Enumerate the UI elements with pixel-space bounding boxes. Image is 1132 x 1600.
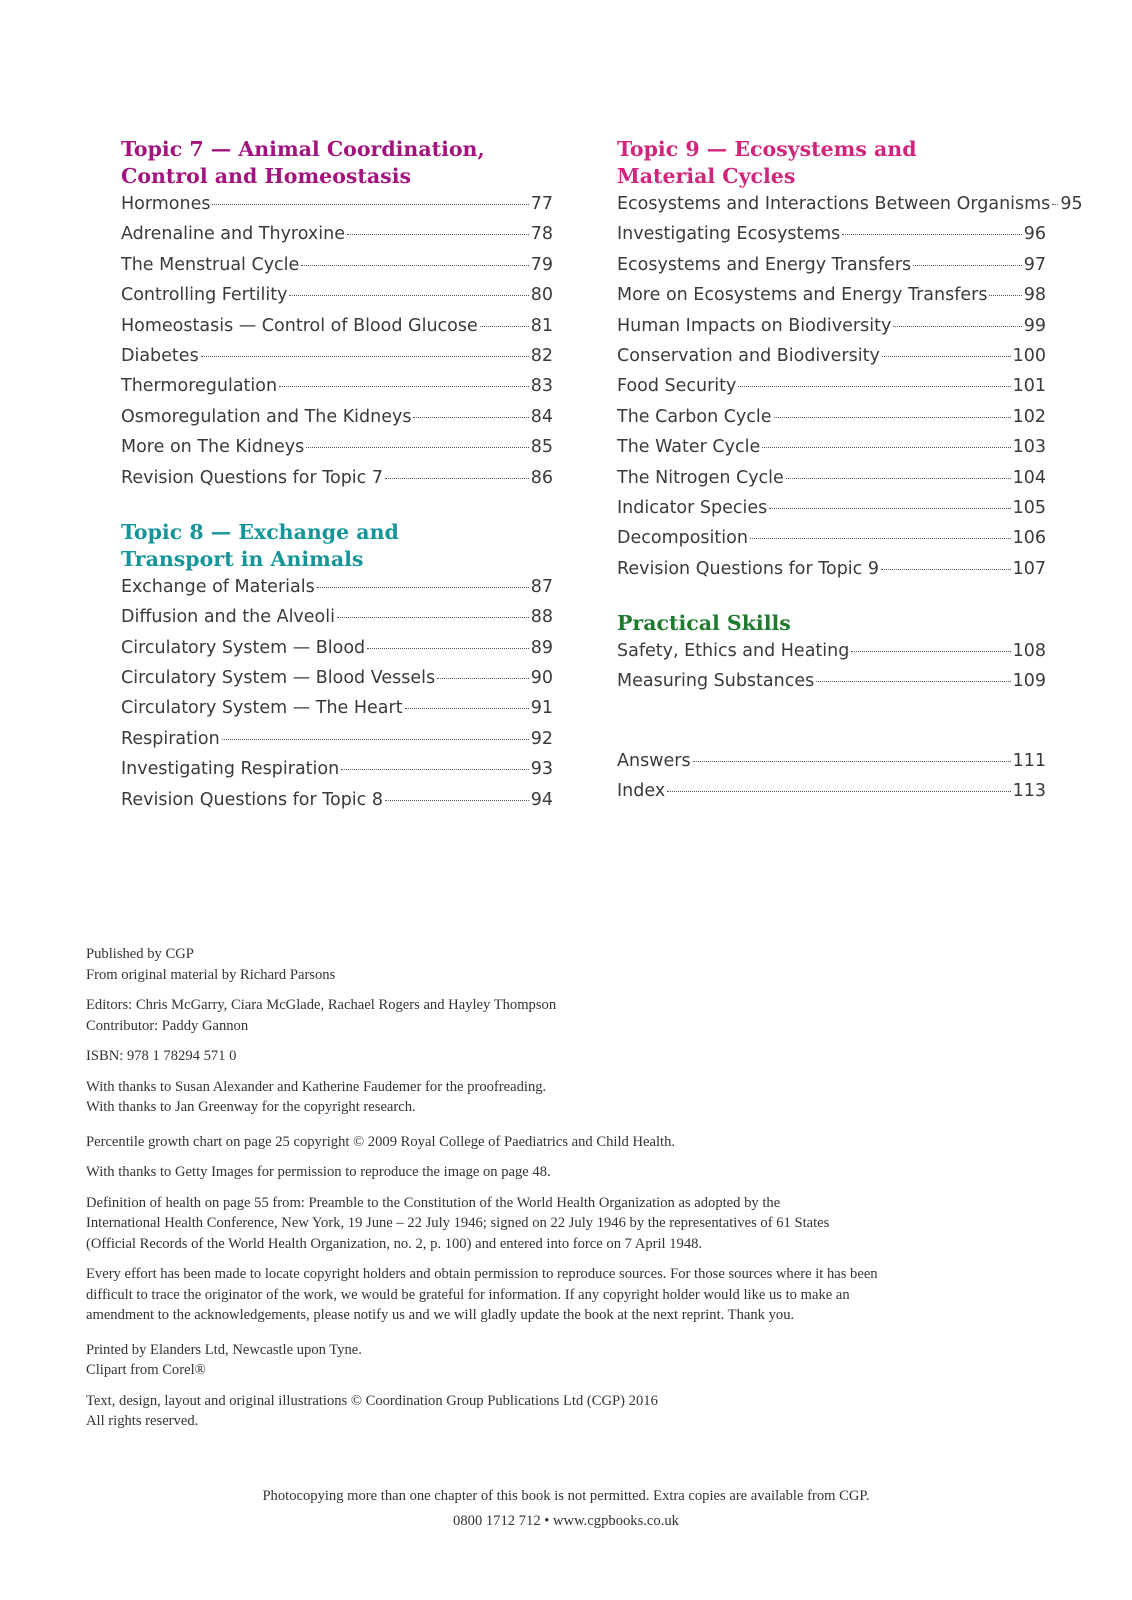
percentile-chart-credit: Percentile growth chart on page 25 copyright © 2009 Royal College of Paediatrics and Child Health. — [86, 1133, 676, 1150]
imprint — [86, 944, 1046, 1442]
toc-entry-title: Controlling Fertility — [121, 285, 288, 306]
notice-line: amendment to the acknowledgements, please notify us and we will gladly update the book at the next reprint. Thank you. — [86, 1307, 795, 1323]
toc-entry — [121, 668, 553, 698]
dot-leader — [762, 447, 1010, 448]
toc-entry-title: The Water Cycle — [617, 437, 761, 458]
toc-entry-page: 90 — [530, 668, 553, 689]
dot-leader — [693, 761, 1011, 762]
toc-entry-page: 95 — [1060, 194, 1083, 214]
publisher-block — [86, 944, 1046, 985]
dot-leader — [301, 265, 528, 266]
toc-entry-page: 83 — [530, 376, 553, 397]
toc-left-column — [121, 136, 553, 841]
dot-leader — [774, 417, 1011, 418]
toc-entry-page: 99 — [1023, 315, 1046, 336]
dot-leader — [212, 204, 528, 205]
copyright-statement: Text, design, layout and original illustrations © Coordination Group Publications Ltd (CGP) 2016 — [86, 1392, 658, 1409]
toc-section-topic-7 — [121, 136, 553, 498]
toc-entry — [121, 698, 553, 728]
dot-leader — [347, 234, 529, 235]
dot-leader — [317, 587, 529, 588]
contributor: Contributor: Paddy Gannon — [86, 1017, 249, 1034]
toc-entry — [617, 498, 1046, 528]
toc-entry — [617, 316, 1046, 346]
printed-by: Printed by Elanders Ltd, Newcastle upon Tyne. — [86, 1341, 362, 1358]
toc-entry — [617, 285, 1046, 315]
toc-entry-title: Indicator Species — [617, 497, 768, 518]
dot-leader — [786, 478, 1011, 479]
original-material: From original material by Richard Parsons — [86, 966, 336, 983]
toc-entry — [617, 407, 1046, 437]
toc-entry-page: 91 — [530, 698, 553, 719]
toc-entry-title: Circulatory System — Blood Vessels — [121, 668, 436, 689]
toc-entry-page: 84 — [530, 406, 553, 427]
dot-leader — [385, 800, 529, 801]
definition-credit — [86, 1193, 1046, 1255]
toc-entry-page: 87 — [530, 576, 553, 597]
toc-entry-page: 103 — [1012, 437, 1046, 458]
toc-right-column — [617, 136, 1083, 812]
toc-entry-title: Safety, Ethics and Heating — [617, 641, 850, 662]
toc-entry-page: 102 — [1012, 406, 1046, 427]
toc-entry-title: Circulatory System — The Heart — [121, 698, 403, 719]
toc-entry — [121, 577, 553, 607]
toc-entry-title: Diabetes — [121, 345, 199, 366]
toc-entry — [617, 376, 1046, 406]
toc-entry — [617, 437, 1046, 467]
printer-block — [86, 1340, 1046, 1381]
toc-entry-title: Ecosystems and Interactions Between Organisms — [617, 194, 1051, 214]
toc-entry-list — [121, 194, 553, 498]
heading-line-1: Topic 8 — Exchange and — [121, 519, 399, 544]
dot-leader — [667, 791, 1010, 792]
toc-entry-title: Thermoregulation — [121, 376, 278, 397]
toc-entry — [617, 641, 1046, 671]
toc-entry-page: 85 — [530, 437, 553, 458]
toc-entry — [121, 376, 553, 406]
toc-entry-list — [617, 194, 1083, 589]
definition-line: (Official Records of the World Health Organization, no. 2, p. 100) and entered into force on 7 April 1948. — [86, 1235, 703, 1252]
dot-leader — [341, 769, 529, 770]
dot-leader — [337, 617, 529, 618]
published-by: Published by CGP — [86, 946, 194, 962]
heading-line-2: Material Cycles — [617, 164, 796, 188]
toc-entry-title: Adrenaline and Thyroxine — [121, 224, 345, 245]
toc-entry-page: 113 — [1012, 781, 1046, 802]
thanks-copyright: With thanks to Jan Greenway for the copyright research. — [86, 1099, 416, 1115]
toc-entry-title: More on The Kidneys — [121, 437, 305, 458]
toc-entry-title: Revision Questions for Topic 9 — [617, 558, 879, 579]
toc-entry-title: Revision Questions for Topic 8 — [121, 789, 383, 810]
back-matter-list — [617, 751, 1046, 812]
toc-entry — [121, 316, 553, 346]
toc-entry — [617, 224, 1046, 254]
toc-entry-page: 104 — [1012, 467, 1046, 488]
toc-entry-page: 94 — [530, 789, 553, 810]
toc-entry — [121, 255, 553, 285]
definition-line: Definition of health on page 55 from: Preamble to the Constitution of the World Health Organization as adopted by the — [86, 1194, 781, 1211]
dot-leader — [367, 648, 529, 649]
toc-entry-page: 77 — [530, 194, 553, 214]
heading-line-1: Topic 9 — Ecosystems and — [617, 137, 917, 161]
thanks-proofreading: With thanks to Susan Alexander and Katherine Faudemer for the proofreading. — [86, 1078, 547, 1095]
toc-entry-title: Conservation and Biodiversity — [617, 345, 880, 366]
toc-entry-title: The Menstrual Cycle — [121, 254, 300, 275]
toc-entry-title: More on Ecosystems and Energy Transfers — [617, 285, 988, 306]
thanks-block — [86, 1077, 1046, 1118]
heading-line-2: Control and Homeostasis — [121, 164, 412, 188]
toc-entry — [121, 437, 553, 467]
editors: Editors: Chris McGarry, Ciara McGlade, Rachael Rogers and Hayley Thompson — [86, 997, 557, 1013]
dot-leader — [750, 538, 1011, 539]
dot-leader — [405, 708, 529, 709]
toc-entry — [617, 346, 1046, 376]
dot-leader — [738, 386, 1010, 387]
toc-entry — [617, 559, 1046, 589]
toc-entry-page: 106 — [1012, 528, 1046, 549]
section-heading — [617, 136, 1046, 190]
toc-entry-page: 109 — [1012, 671, 1046, 692]
heading-line-1: Topic 7 — Animal Coordination, — [121, 137, 485, 161]
editors-block — [86, 995, 1046, 1036]
toc-entry — [121, 468, 553, 498]
toc-entry-title: Hormones — [121, 194, 211, 214]
toc-entry-title: The Carbon Cycle — [617, 406, 772, 427]
toc-entry-title: Respiration — [121, 728, 220, 749]
toc-entry-page: 82 — [530, 345, 553, 366]
toc-entry-page: 86 — [530, 467, 553, 488]
dot-leader — [222, 739, 529, 740]
section-heading — [121, 519, 553, 573]
dot-leader — [289, 295, 528, 296]
section-heading — [617, 610, 1046, 637]
toc-section-practical-skills — [617, 610, 1046, 702]
dot-leader — [437, 678, 529, 679]
notice-line: Every effort has been made to locate copyright holders and obtain permission to reproduce sources. For those sources where it has been — [86, 1266, 878, 1282]
toc-entry — [617, 671, 1046, 701]
toc-entry-page: 88 — [530, 607, 553, 628]
toc-entry-title: Revision Questions for Topic 7 — [121, 467, 383, 488]
toc-entry-page: 80 — [530, 285, 553, 306]
rights-reserved: All rights reserved. — [86, 1413, 199, 1429]
dot-leader — [306, 447, 529, 448]
toc-entry-page: 105 — [1012, 497, 1046, 518]
dot-leader — [1052, 204, 1058, 205]
toc-entry — [617, 528, 1046, 558]
toc-entry-page: 108 — [1012, 641, 1046, 662]
toc-entry-page: 81 — [530, 315, 553, 336]
toc-entry-page: 101 — [1012, 376, 1046, 397]
toc-entry — [121, 729, 553, 759]
definition-line: International Health Conference, New York, 19 June – 22 July 1946; signed on 22 July 1946 by the representatives of 61 States — [86, 1215, 830, 1231]
dot-leader — [385, 478, 529, 479]
toc-entry-page: 96 — [1023, 224, 1046, 245]
toc-entry — [121, 607, 553, 637]
toc-entry-page: 79 — [530, 254, 553, 275]
toc-entry — [121, 790, 553, 820]
toc-entry-title: Answers — [617, 750, 691, 771]
toc-entry — [121, 759, 553, 789]
contact-line: 0800 1712 712 • www.cgpbooks.co.uk — [453, 1513, 679, 1529]
toc-entry-title: The Nitrogen Cycle — [617, 467, 784, 488]
toc-entry — [121, 638, 553, 668]
toc-entry-title: Measuring Substances — [617, 671, 815, 692]
toc-entry — [617, 781, 1046, 811]
dot-leader — [913, 265, 1022, 266]
notice-line: difficult to trace the originator of the work, we would be grateful for information. If any copyright holder would like us to make an — [86, 1286, 850, 1303]
toc-entry-list — [617, 641, 1046, 702]
toc-entry-title: Index — [617, 781, 666, 802]
toc-entry-page: 100 — [1012, 345, 1046, 366]
toc-entry-page: 92 — [530, 728, 553, 749]
getty-credit: With thanks to Getty Images for permission to reproduce the image on page 48. — [86, 1164, 551, 1180]
dot-leader — [769, 508, 1010, 509]
section-heading — [121, 136, 553, 190]
heading-line-1: Practical Skills — [617, 611, 791, 636]
toc-entry-page: 78 — [530, 224, 553, 245]
toc-entry-title: Circulatory System — Blood — [121, 637, 366, 658]
dot-leader — [851, 651, 1010, 652]
dot-leader — [816, 681, 1010, 682]
toc-entry-title: Osmoregulation and The Kidneys — [121, 406, 412, 427]
heading-line-2: Transport in Animals — [121, 546, 364, 571]
dot-leader — [882, 356, 1011, 357]
dot-leader — [989, 295, 1021, 296]
toc-entry-page: 98 — [1023, 285, 1046, 306]
spacer — [617, 723, 1046, 751]
toc-entry — [121, 224, 553, 254]
toc-entry-list — [121, 577, 553, 820]
photocopying-notice: Photocopying more than one chapter of this book is not permitted. Extra copies are available from CGP. — [262, 1488, 870, 1504]
toc-entry — [121, 346, 553, 376]
toc-entry-page: 97 — [1023, 254, 1046, 275]
toc-section-topic-8 — [121, 519, 553, 820]
toc-entry-title: Homeostasis — Control of Blood Glucose — [121, 315, 478, 336]
toc-entry — [617, 751, 1046, 781]
toc-entry-title: Diffusion and the Alveoli — [121, 607, 335, 628]
toc-entry — [617, 468, 1046, 498]
toc-entry-page: 93 — [530, 759, 553, 780]
toc-entry — [121, 285, 553, 315]
toc-entry — [121, 194, 553, 224]
toc-entry-title: Investigating Respiration — [121, 759, 340, 780]
toc-entry — [121, 407, 553, 437]
dot-leader — [480, 326, 529, 327]
dot-leader — [893, 326, 1021, 327]
dot-leader — [413, 417, 528, 418]
toc-entry-title: Food Security — [617, 376, 737, 397]
toc-entry-title: Decomposition — [617, 528, 748, 549]
clipart-credit: Clipart from Corel® — [86, 1362, 206, 1378]
footer — [86, 1484, 1046, 1534]
toc-entry-page: 89 — [530, 637, 553, 658]
toc-entry-title: Human Impacts on Biodiversity — [617, 315, 892, 336]
copyright-block — [86, 1391, 1046, 1432]
toc-entry-page: 107 — [1012, 558, 1046, 579]
dot-leader — [201, 356, 529, 357]
toc-entry — [617, 194, 1083, 224]
isbn: ISBN: 978 1 78294 571 0 — [86, 1048, 237, 1064]
toc-entry-page: 111 — [1012, 750, 1046, 771]
copyright-effort-notice — [86, 1264, 1046, 1326]
dot-leader — [279, 386, 529, 387]
toc-section-topic-9 — [617, 136, 1083, 589]
toc-entry — [617, 255, 1046, 285]
dot-leader — [842, 234, 1021, 235]
toc-entry-title: Investigating Ecosystems — [617, 224, 841, 245]
toc-entry-title: Ecosystems and Energy Transfers — [617, 254, 912, 275]
toc-entry-title: Exchange of Materials — [121, 576, 315, 597]
dot-leader — [881, 569, 1011, 570]
